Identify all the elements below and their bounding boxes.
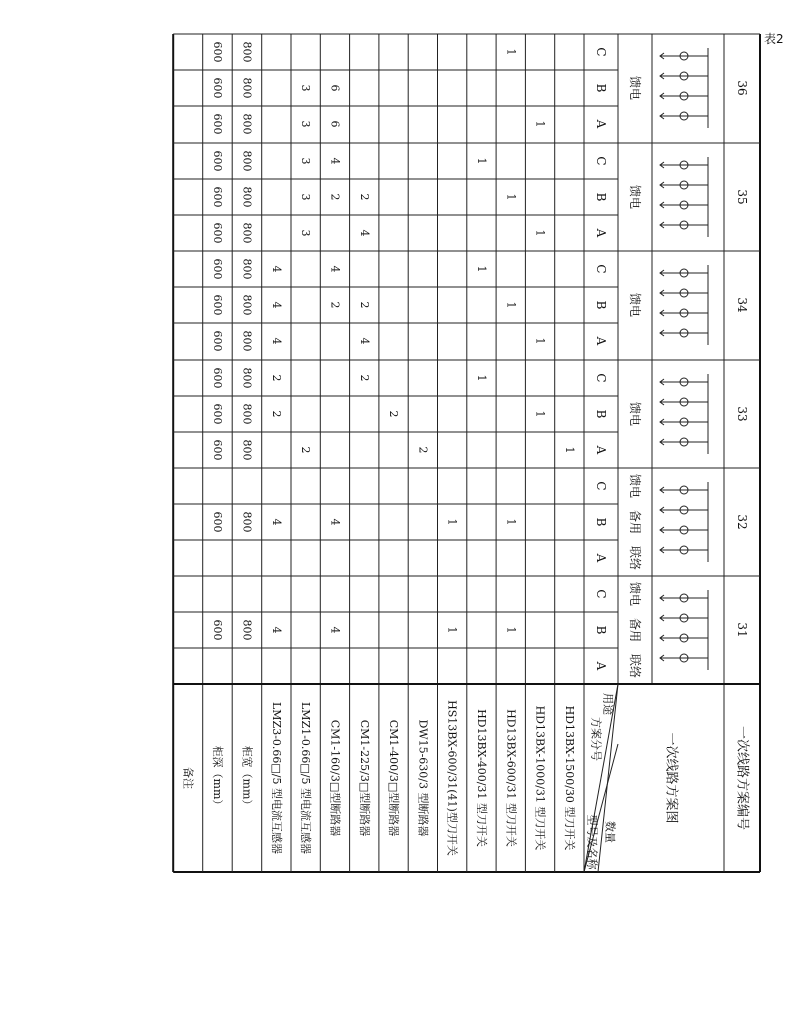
sub-label: C bbox=[594, 481, 608, 491]
dimension-label: 柜深（mm） bbox=[210, 745, 224, 811]
dimension-value: 600 bbox=[210, 150, 224, 172]
purpose-group: 备用 bbox=[628, 617, 642, 643]
quantity-value: 1 bbox=[474, 374, 488, 382]
scheme-id: 33 bbox=[735, 406, 749, 422]
scheme-id: 34 bbox=[735, 297, 749, 313]
dimension-value: 800 bbox=[240, 113, 254, 135]
rotated-table bbox=[173, 34, 760, 872]
sub-label: B bbox=[594, 409, 608, 419]
dimension-value: 800 bbox=[240, 222, 254, 244]
dimension-value: 800 bbox=[240, 439, 254, 461]
scheme-diagram-label: 一次线路方案图 bbox=[663, 732, 679, 824]
quantity-value: 1 bbox=[445, 626, 459, 634]
sub-label: C bbox=[594, 589, 608, 599]
dimension-value: 800 bbox=[240, 258, 254, 280]
quantity-value: 1 bbox=[533, 410, 547, 418]
model-name-label: 型号及名称 bbox=[585, 814, 599, 870]
dimension-value: 800 bbox=[240, 150, 254, 172]
sub-label: B bbox=[594, 300, 608, 310]
scheme-diagram-31 bbox=[660, 590, 708, 670]
purpose-group: 馈电 bbox=[628, 401, 642, 427]
purpose-group: 馈电 bbox=[628, 184, 642, 210]
dimension-value: 600 bbox=[210, 403, 224, 425]
quantity-value: 4 bbox=[357, 229, 371, 237]
dimension-value: 600 bbox=[210, 186, 224, 208]
component-name: CM1-400/3□型断路器 bbox=[387, 719, 401, 837]
quantity-value: 1 bbox=[533, 120, 547, 128]
quantity-value: 6 bbox=[328, 84, 342, 92]
component-name: HD13BX-600/31 型刀开关 bbox=[504, 709, 518, 847]
quantity-value: 4 bbox=[328, 265, 342, 273]
dimension-value: 600 bbox=[210, 439, 224, 461]
scheme-diagram-32 bbox=[660, 482, 708, 562]
sub-label: B bbox=[594, 517, 608, 527]
component-name: CM1-160/3□型断路器 bbox=[328, 719, 342, 837]
component-name: CM1-225/3□型断路器 bbox=[357, 719, 371, 837]
component-name: LMZ3-0.66□/5 型电流互感器 bbox=[269, 701, 283, 855]
quantity-value: 1 bbox=[533, 337, 547, 345]
quantity-value: 1 bbox=[504, 193, 518, 201]
sub-label: A bbox=[594, 445, 608, 455]
dimension-value: 600 bbox=[210, 294, 224, 316]
quantity-value: 6 bbox=[328, 120, 342, 128]
quantity-value: 4 bbox=[269, 265, 283, 273]
purpose-group: 联络 bbox=[628, 545, 642, 571]
quantity-value: 1 bbox=[533, 229, 547, 237]
sub-label: A bbox=[594, 661, 608, 671]
sub-label: C bbox=[594, 264, 608, 274]
quantity-value: 2 bbox=[269, 410, 283, 418]
quantity-value: 3 bbox=[299, 229, 313, 237]
purpose-group: 备用 bbox=[628, 509, 642, 535]
quantity-value: 2 bbox=[357, 374, 371, 382]
quantity-value: 2 bbox=[357, 301, 371, 309]
dimension-value: 800 bbox=[240, 77, 254, 99]
dimension-value: 800 bbox=[240, 330, 254, 352]
purpose-label: 用途 bbox=[601, 693, 615, 715]
quantity-value: 2 bbox=[328, 301, 342, 309]
dimension-value: 800 bbox=[240, 511, 254, 533]
scheme-diagram-36 bbox=[660, 48, 708, 128]
quantity-value: 2 bbox=[269, 374, 283, 382]
dimension-value: 600 bbox=[210, 113, 224, 135]
dimension-value: 600 bbox=[210, 511, 224, 533]
quantity-value: 2 bbox=[357, 193, 371, 201]
dimension-value: 800 bbox=[240, 619, 254, 641]
sub-label: B bbox=[594, 625, 608, 635]
quantity-label: 数量 bbox=[603, 821, 617, 843]
sub-label: B bbox=[594, 192, 608, 202]
sub-label: C bbox=[594, 156, 608, 166]
quantity-value: 2 bbox=[328, 193, 342, 201]
purpose-group: 馈电 bbox=[628, 473, 642, 499]
quantity-value: 2 bbox=[416, 446, 430, 454]
component-name: HD13BX-400/31 型刀开关 bbox=[474, 709, 488, 847]
scheme-number-label: 一次线路方案编号 bbox=[734, 725, 750, 831]
dimension-value: 800 bbox=[240, 294, 254, 316]
quantity-value: 4 bbox=[328, 518, 342, 526]
quantity-value: 1 bbox=[562, 446, 576, 454]
quantity-value: 1 bbox=[445, 518, 459, 526]
sub-label: C bbox=[594, 47, 608, 57]
component-name: DW15-630/3 型断路器 bbox=[416, 719, 430, 837]
dimension-value: 600 bbox=[210, 258, 224, 280]
purpose-group: 联络 bbox=[628, 653, 642, 679]
dimension-value: 600 bbox=[210, 367, 224, 389]
quantity-value: 1 bbox=[504, 518, 518, 526]
remarks-label: 备注 bbox=[181, 767, 195, 789]
quantity-value: 3 bbox=[299, 120, 313, 128]
quantity-value: 1 bbox=[504, 48, 518, 56]
quantity-value: 3 bbox=[299, 193, 313, 201]
purpose-group: 馈电 bbox=[628, 292, 642, 318]
dimension-value: 600 bbox=[210, 222, 224, 244]
scheme-id: 32 bbox=[735, 514, 749, 530]
dimension-value: 800 bbox=[240, 367, 254, 389]
sub-label: A bbox=[594, 336, 608, 346]
quantity-value: 4 bbox=[269, 337, 283, 345]
quantity-value: 2 bbox=[387, 410, 401, 418]
sub-label: A bbox=[594, 553, 608, 563]
quantity-value: 1 bbox=[504, 626, 518, 634]
scheme-id: 35 bbox=[735, 189, 749, 205]
component-name: LMZ1-0.66□/5 型电流互感器 bbox=[299, 701, 313, 855]
scheme-sub-label: 方案分号 bbox=[589, 717, 603, 761]
scheme-diagram-33 bbox=[660, 374, 708, 454]
purpose-group: 馈电 bbox=[628, 75, 642, 101]
quantity-value: 1 bbox=[474, 265, 488, 273]
dimension-value: 800 bbox=[240, 403, 254, 425]
scheme-id: 31 bbox=[735, 622, 749, 638]
quantity-value: 1 bbox=[504, 301, 518, 309]
sub-label: A bbox=[594, 119, 608, 129]
scheme-diagram-34 bbox=[660, 265, 708, 345]
quantity-value: 4 bbox=[328, 626, 342, 634]
table-caption: 表2 bbox=[764, 32, 784, 46]
purpose-group: 馈电 bbox=[628, 581, 642, 607]
dimension-value: 800 bbox=[240, 41, 254, 63]
component-name: HD13BX-1000/31 型刀开关 bbox=[533, 705, 547, 851]
dimension-value: 800 bbox=[240, 186, 254, 208]
quantity-value: 4 bbox=[269, 518, 283, 526]
quantity-value: 3 bbox=[299, 84, 313, 92]
sub-label: C bbox=[594, 373, 608, 383]
dimension-value: 600 bbox=[210, 619, 224, 641]
quantity-value: 4 bbox=[269, 626, 283, 634]
quantity-value: 4 bbox=[269, 301, 283, 309]
component-name: HS13BX-600/31(41)型刀开关 bbox=[445, 700, 459, 856]
scheme-diagram-35 bbox=[660, 157, 708, 237]
quantity-value: 3 bbox=[299, 157, 313, 165]
sub-label: A bbox=[594, 228, 608, 238]
dimension-value: 600 bbox=[210, 330, 224, 352]
dimension-label: 柜宽（mm） bbox=[240, 745, 254, 811]
dimension-value: 600 bbox=[210, 77, 224, 99]
component-name: HD13BX-1500/30 型刀开关 bbox=[562, 705, 576, 851]
dimension-value: 600 bbox=[210, 41, 224, 63]
quantity-value: 4 bbox=[328, 157, 342, 165]
quantity-value: 4 bbox=[357, 337, 371, 345]
sub-label: B bbox=[594, 83, 608, 93]
scheme-id: 36 bbox=[735, 80, 749, 96]
quantity-value: 1 bbox=[474, 157, 488, 165]
quantity-value: 2 bbox=[299, 446, 313, 454]
